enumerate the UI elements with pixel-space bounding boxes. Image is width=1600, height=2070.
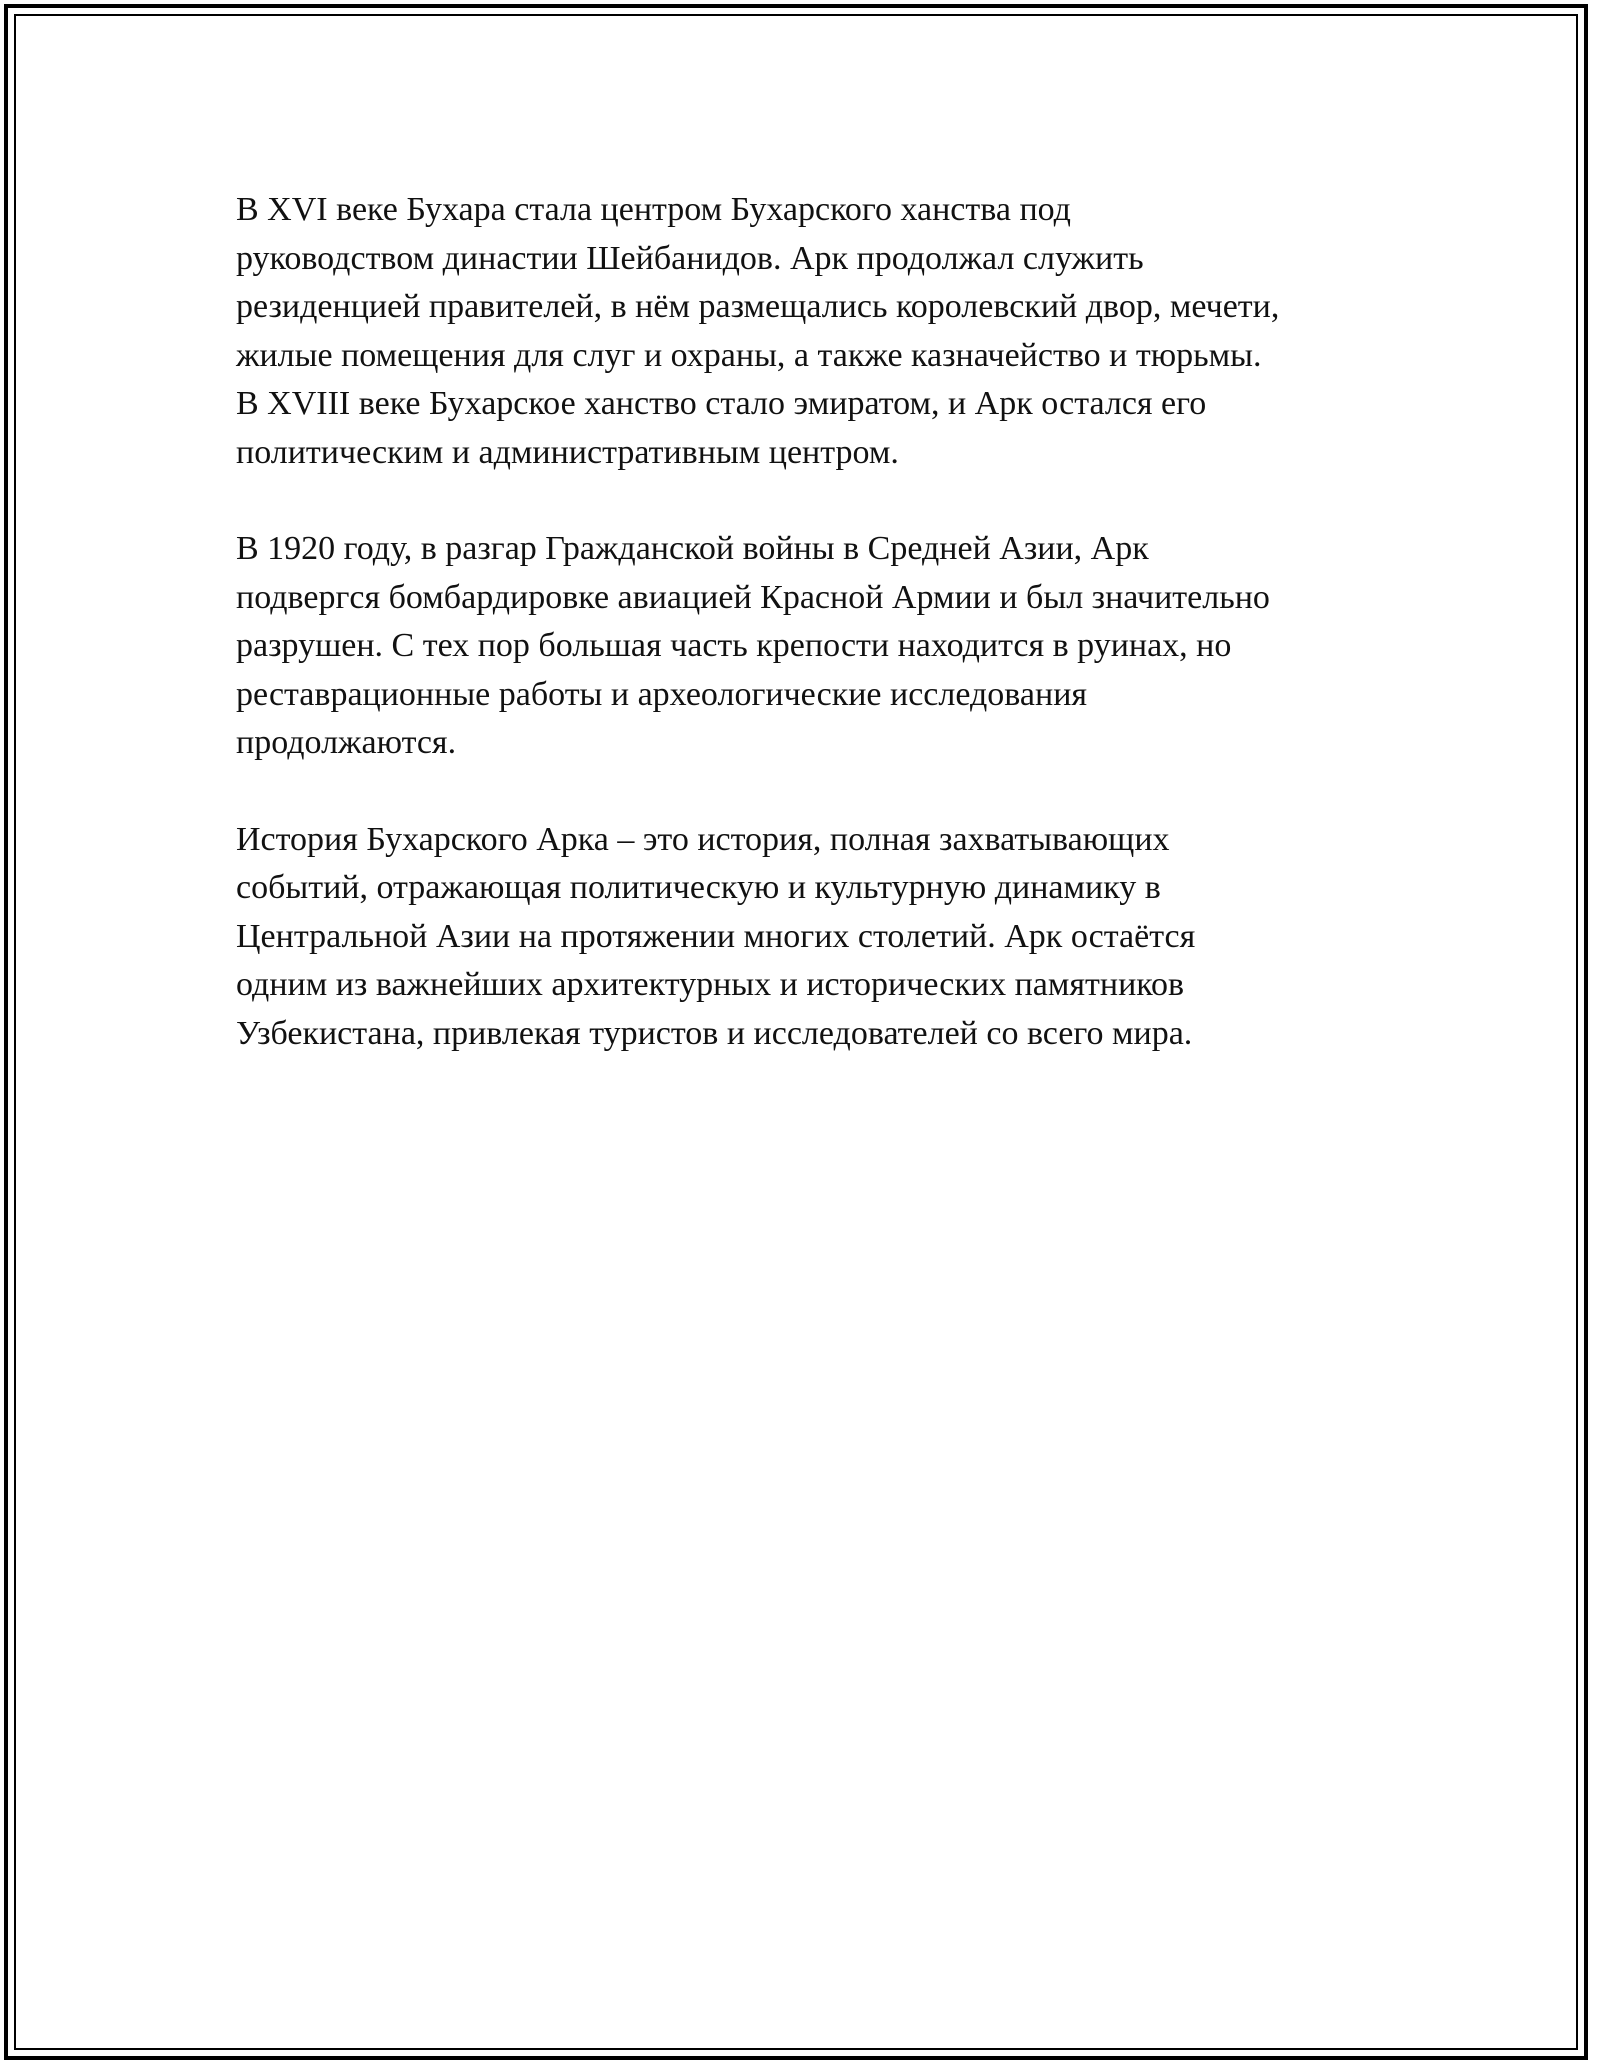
document-body xyxy=(236,186,1376,1106)
text-line: одним из важнейших архитектурных и исторических памятников xyxy=(236,966,1185,1003)
text-line: реставрационные работы и археологические исследования xyxy=(236,675,1088,713)
paragraph-history-1920 xyxy=(236,525,1376,768)
text-line: подвергся бомбардировке авиацией Красной Армии и был значительно xyxy=(236,578,1270,616)
paragraph-history-16th-century xyxy=(236,186,1376,477)
text-line: История Бухарского Арка – это история, полная захватывающих xyxy=(236,820,1170,858)
text-line: В XVI веке Бухара стала центром Бухарского ханства под xyxy=(236,191,1071,228)
text-line: Узбекистана, привлекая туристов и исследователей со всего мира. xyxy=(236,1014,1193,1052)
text-line: резиденцией правителей, в нём размещались королевский двор, мечети, xyxy=(236,288,1280,325)
paragraph-history-conclusion xyxy=(236,816,1376,1059)
text-line: Центральной Азии на протяжении многих столетий. Арк остаётся xyxy=(236,917,1196,955)
text-line: разрушен. С тех пор большая часть крепости находится в руинах, но xyxy=(236,627,1232,664)
text-line: В XVIII веке Бухарское ханство стало эмиратом, и Арк остался его xyxy=(236,385,1207,422)
text-line: В 1920 году, в разгар Гражданской войны в Средней Азии, Арк xyxy=(236,530,1149,567)
text-line: руководством династии Шейбанидов. Арк продолжал служить xyxy=(236,239,1144,277)
text-line: политическим и административным центром. xyxy=(236,433,899,471)
text-line: жилые помещения для слуг и охраны, а также казначейство и тюрьмы. xyxy=(236,336,1262,374)
text-line: продолжаются. xyxy=(236,724,457,761)
text-line: событий, отражающая политическую и культурную динамику в xyxy=(236,869,1161,906)
